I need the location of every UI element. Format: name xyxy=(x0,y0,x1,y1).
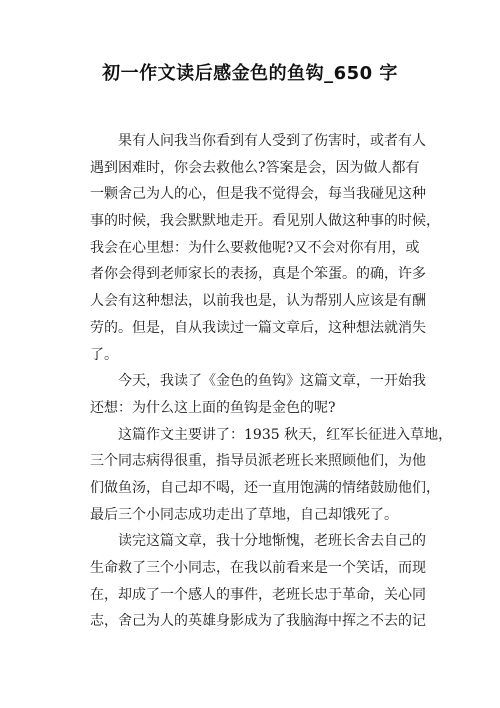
body-text-line: 读完这篇文章，我十分地惭愧，老班长舍去自己的 xyxy=(118,533,426,550)
body-text-line: 了。 xyxy=(90,346,118,363)
body-text-line: 最后三个小同志成功走出了草地，自己却饿死了。 xyxy=(90,506,398,523)
body-text-line: 者你会得到老师家长的表扬，真是个笨蛋。的确，许多 xyxy=(90,266,426,283)
body-text-line: 这篇作文主要讲了：1935 秋天，红军长征进入草地， xyxy=(118,426,453,443)
body-text-line: 事的时候，我会默默地走开。看见别人做这种事的时候， xyxy=(90,213,440,230)
document-title: 初一作文读后感金色的鱼钩_650 字 xyxy=(102,63,398,84)
body-text-line: 还想：为什么这上面的鱼钩是金色的呢? xyxy=(90,399,336,416)
body-text-line: 遇到困难时，你会去救他么?答案是会，因为做人都有 xyxy=(90,159,420,176)
body-text-line: 生命救了三个小同志，在我以前看来是一个笑话，而现 xyxy=(90,560,426,576)
body-text-line: 我会在心里想：为什么要救他呢?又不会对你有用，或 xyxy=(90,239,420,256)
body-text-line: 们做鱼汤，自己却不喝，还一直用饱满的情绪鼓励他们， xyxy=(90,479,440,496)
body-text-line: 三个同志病得很重，指导员派老班长来照顾他们，为他 xyxy=(90,453,426,470)
body-text-line: 一颗舍己为人的心，但是我不觉得会，每当我碰见这种 xyxy=(90,186,426,203)
body-text-line: 劳的。但是，自从我读过一篇文章后，这种想法就消失 xyxy=(90,319,426,336)
body-text-line: 在，却成了一个感人的事件，老班长忠于革命，关心同 xyxy=(90,586,426,603)
body-text-line: 人会有这种想法，以前我也是，认为帮别人应该是有酬 xyxy=(90,293,426,310)
document-body xyxy=(90,128,453,635)
body-text-line: 志，舍己为人的英雄身影成为了我脑海中挥之不去的记 xyxy=(90,613,426,630)
body-text-line: 今天，我读了《金色的鱼钩》这篇文章，一开始我 xyxy=(118,373,426,390)
body-text-line: 果有人问我当你看到有人受到了伤害时，或者有人 xyxy=(118,133,426,149)
